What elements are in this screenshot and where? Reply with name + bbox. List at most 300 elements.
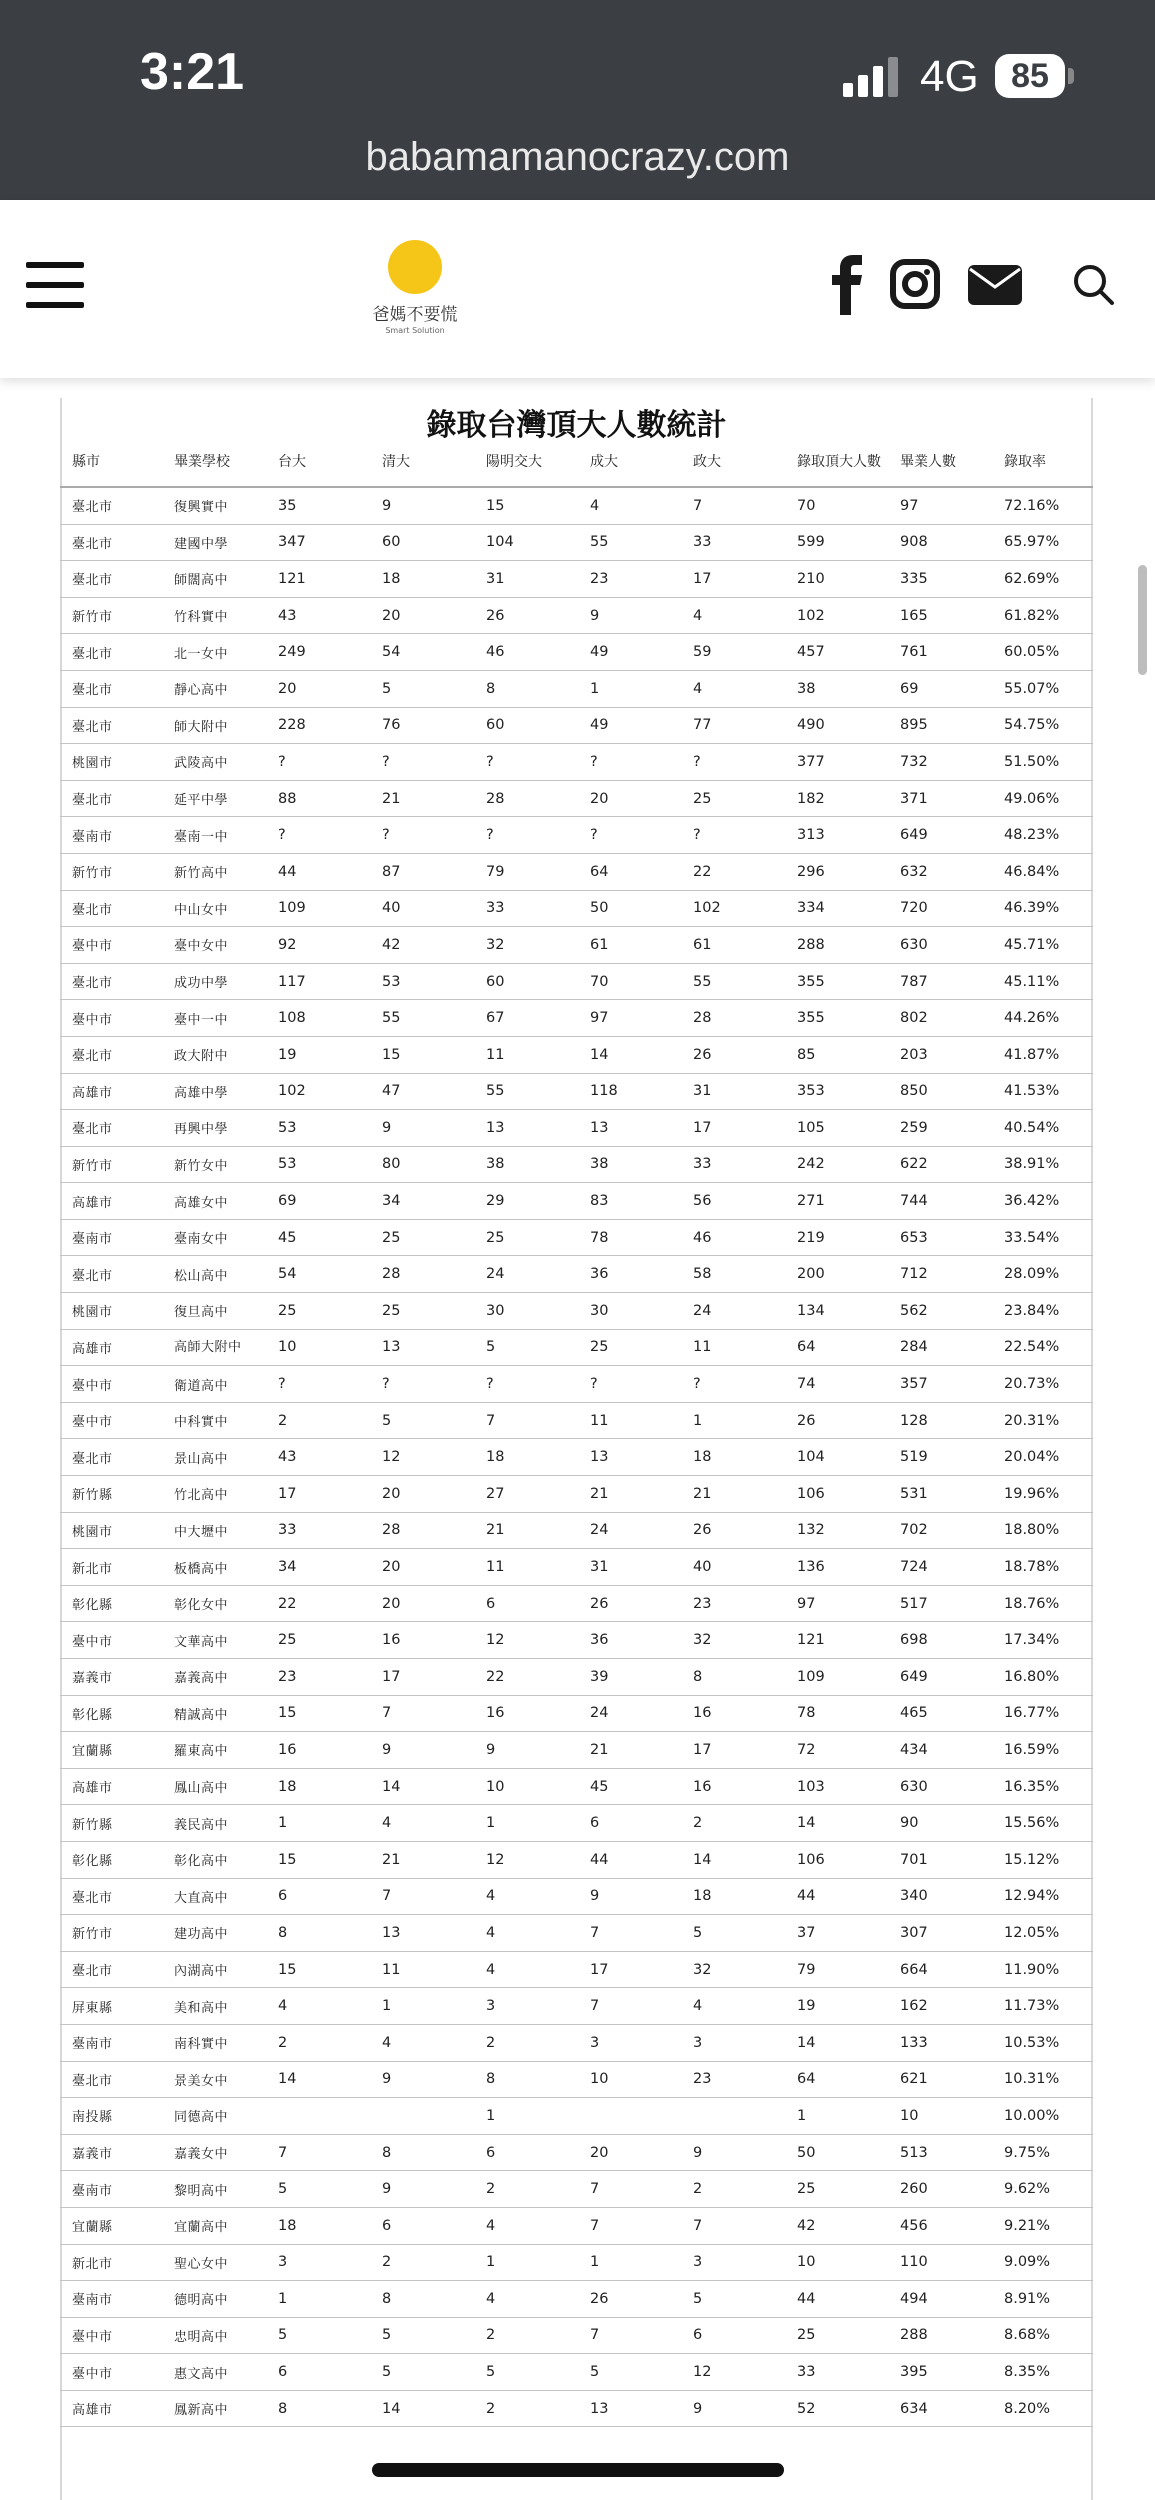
table-cell: 鳳新高中: [162, 2390, 266, 2427]
table-cell: 20: [370, 1476, 474, 1513]
table-row: [60, 853, 1093, 890]
table-cell: 15: [474, 487, 578, 524]
table-row: [60, 1073, 1093, 1110]
table-row: [60, 2171, 1093, 2208]
table-cell: 117: [266, 963, 370, 1000]
table-cell: 43: [266, 1439, 370, 1476]
table-cell: 334: [785, 890, 888, 927]
table-cell: 355: [785, 963, 888, 1000]
table-cell: 14: [785, 2024, 888, 2061]
table-cell: 新竹市: [60, 597, 162, 634]
table-cell: 9.09%: [992, 2244, 1093, 2281]
table-row: [60, 2281, 1093, 2318]
table-cell: 25: [474, 1219, 578, 1256]
table-cell: 531: [888, 1476, 992, 1513]
table-row: [60, 1659, 1093, 1696]
table-row: [60, 927, 1093, 964]
table-row: [60, 561, 1093, 598]
table-row: [60, 1622, 1093, 1659]
table-cell: 高雄市: [60, 1073, 162, 1110]
table-cell: 58: [681, 1256, 785, 1293]
table-cell: 434: [888, 1732, 992, 1769]
table-cell: 182: [785, 780, 888, 817]
admission-stats-table-container: [60, 398, 1093, 2500]
table-cell: 13: [370, 1329, 474, 1366]
instagram-icon[interactable]: [890, 255, 940, 315]
table-cell: 4: [370, 2024, 474, 2061]
table-cell: 17: [681, 1110, 785, 1147]
table-row: [60, 2024, 1093, 2061]
table-cell: 15: [266, 1841, 370, 1878]
table-cell: 9: [370, 2061, 474, 2098]
table-cell: 新竹縣: [60, 1805, 162, 1842]
table-row: [60, 1402, 1093, 1439]
table-cell: 456: [888, 2207, 992, 2244]
table-cell: 97: [888, 487, 992, 524]
table-cell: 74: [785, 1366, 888, 1403]
table-cell: 49.06%: [992, 780, 1093, 817]
table-cell: 355: [785, 1000, 888, 1037]
table-cell: 28: [474, 780, 578, 817]
table-cell: 22.54%: [992, 1329, 1093, 1366]
table-cell: 20.04%: [992, 1439, 1093, 1476]
table-cell: 21: [370, 780, 474, 817]
table-cell: 17: [578, 1951, 681, 1988]
table-cell: 21: [578, 1732, 681, 1769]
table-cell: 53: [266, 1146, 370, 1183]
table-cell: 60: [474, 707, 578, 744]
table-cell: 新北市: [60, 1549, 162, 1586]
table-cell: 621: [888, 2061, 992, 2098]
table-cell: 37: [785, 1915, 888, 1952]
table-cell: 25: [681, 780, 785, 817]
table-cell: 10: [578, 2061, 681, 2098]
table-cell: 490: [785, 707, 888, 744]
table-cell: 高雄市: [60, 1183, 162, 1220]
table-cell: 60.05%: [992, 634, 1093, 671]
table-cell: 衛道高中: [162, 1366, 266, 1403]
table-cell: 臺北市: [60, 1439, 162, 1476]
table-cell: 108: [266, 1000, 370, 1037]
table-cell: 師大附中: [162, 707, 266, 744]
table-cell: 210: [785, 561, 888, 598]
table-cell: 20: [266, 670, 370, 707]
table-cell: 6: [681, 2317, 785, 2354]
table-cell: 10: [266, 1329, 370, 1366]
table-cell: 12.05%: [992, 1915, 1093, 1952]
table-cell: 5: [681, 2281, 785, 2318]
table-cell: 建國中學: [162, 524, 266, 561]
table-cell: 44: [266, 853, 370, 890]
table-cell: 23: [266, 1659, 370, 1696]
table-cell: 2: [474, 2390, 578, 2427]
table-cell: 精誠高中: [162, 1695, 266, 1732]
table-cell: 908: [888, 524, 992, 561]
table-cell: 20.31%: [992, 1402, 1093, 1439]
table-cell: 14: [578, 1036, 681, 1073]
table-row: [60, 817, 1093, 854]
table-cell: 34: [266, 1549, 370, 1586]
table-cell: 彰化縣: [60, 1695, 162, 1732]
table-row: [60, 1366, 1093, 1403]
table-cell: 高雄市: [60, 1768, 162, 1805]
table-cell: 10.53%: [992, 2024, 1093, 2061]
table-cell: 新竹高中: [162, 853, 266, 890]
table-cell: 3: [681, 2024, 785, 2061]
table-cell: 高雄中學: [162, 1073, 266, 1110]
table-cell: 87: [370, 853, 474, 890]
table-cell: 宜蘭縣: [60, 1732, 162, 1769]
table-cell: 26: [578, 2281, 681, 2318]
table-cell: 24: [578, 1512, 681, 1549]
table-cell: 內湖高中: [162, 1951, 266, 1988]
table-cell: 109: [266, 890, 370, 927]
table-row: [60, 1256, 1093, 1293]
table-cell: 162: [888, 1988, 992, 2025]
table-cell: 45.11%: [992, 963, 1093, 1000]
table-cell: 松山高中: [162, 1256, 266, 1293]
table-cell: 77: [681, 707, 785, 744]
table-cell: 8: [681, 1659, 785, 1696]
table-cell: 2: [681, 2171, 785, 2208]
table-cell: 延平中學: [162, 780, 266, 817]
table-cell: 104: [474, 524, 578, 561]
table-cell: 307: [888, 1915, 992, 1952]
table-row: [60, 2098, 1093, 2135]
table-cell: 23: [578, 561, 681, 598]
table-cell: 新竹市: [60, 853, 162, 890]
table-cell: 9: [578, 597, 681, 634]
table-cell: 664: [888, 1951, 992, 1988]
table-cell: 744: [888, 1183, 992, 1220]
table-cell: 9: [370, 2171, 474, 2208]
home-indicator[interactable]: [372, 2463, 784, 2477]
table-cell: 895: [888, 707, 992, 744]
table-cell: 再興中學: [162, 1110, 266, 1147]
table-cell: 羅東高中: [162, 1732, 266, 1769]
table-cell: 41.53%: [992, 1073, 1093, 1110]
table-cell: 16.80%: [992, 1659, 1093, 1696]
table-cell: 15: [370, 1036, 474, 1073]
table-cell: 732: [888, 744, 992, 781]
address-bar-url[interactable]: babamamanocrazy.com: [365, 135, 790, 179]
table-cell: 88: [266, 780, 370, 817]
table-cell: 11.73%: [992, 1988, 1093, 2025]
table-cell: 7: [578, 1988, 681, 2025]
table-cell: 桃園市: [60, 1512, 162, 1549]
table-cell: 14: [370, 1768, 474, 1805]
table-row: [60, 1146, 1093, 1183]
table-cell: 14: [681, 1841, 785, 1878]
table-cell: 高雄女中: [162, 1183, 266, 1220]
table-cell: 60: [370, 524, 474, 561]
table-cell: 53: [266, 1110, 370, 1147]
table-cell: 48.23%: [992, 817, 1093, 854]
table-cell: 5: [370, 2354, 474, 2391]
search-icon[interactable]: [1072, 255, 1116, 315]
table-row: [60, 1878, 1093, 1915]
table-cell: 54.75%: [992, 707, 1093, 744]
table-cell: 78: [785, 1695, 888, 1732]
table-cell: 14: [785, 1805, 888, 1842]
table-cell: [578, 2098, 681, 2135]
table-cell: 臺北市: [60, 487, 162, 524]
table-cell: 494: [888, 2281, 992, 2318]
table-row: [60, 1915, 1093, 1952]
table-cell: 33: [681, 524, 785, 561]
table-cell: 249: [266, 634, 370, 671]
table-cell: 103: [785, 1768, 888, 1805]
table-cell: 南投縣: [60, 2098, 162, 2135]
table-row: [60, 1695, 1093, 1732]
table-cell: 美和高中: [162, 1988, 266, 2025]
table-cell: 79: [474, 853, 578, 890]
table-cell: 30: [578, 1293, 681, 1330]
table-cell: 新竹市: [60, 1915, 162, 1952]
table-cell: 49: [578, 634, 681, 671]
table-cell: 76: [370, 707, 474, 744]
table-cell: 臺南市: [60, 1219, 162, 1256]
table-cell: 4: [474, 2207, 578, 2244]
table-row: [60, 1329, 1093, 1366]
table-cell: 21: [474, 1512, 578, 1549]
table-cell: 64: [785, 1329, 888, 1366]
table-cell: 2: [681, 1805, 785, 1842]
table-cell: 44: [785, 2281, 888, 2318]
table-cell: 復興實中: [162, 487, 266, 524]
table-cell: 64: [578, 853, 681, 890]
table-cell: 4: [474, 1878, 578, 1915]
table-row: [60, 2061, 1093, 2098]
table-cell: 8.68%: [992, 2317, 1093, 2354]
logo-text: 爸媽不要慌: [372, 305, 458, 325]
table-row: [60, 1219, 1093, 1256]
table-cell: 北一女中: [162, 634, 266, 671]
table-cell: 42: [785, 2207, 888, 2244]
table-cell: 121: [266, 561, 370, 598]
table-row: [60, 1732, 1093, 1769]
column-header: 清大: [370, 438, 474, 487]
table-cell: 24: [578, 1695, 681, 1732]
table-cell: 2: [474, 2171, 578, 2208]
table-cell: 聖心女中: [162, 2244, 266, 2281]
table-cell: 712: [888, 1256, 992, 1293]
table-cell: 25: [266, 1293, 370, 1330]
table-cell: 臺北市: [60, 1036, 162, 1073]
table-cell: 12: [370, 1439, 474, 1476]
table-cell: 55: [370, 1000, 474, 1037]
column-header: 成大: [578, 438, 681, 487]
table-cell: 6: [474, 1585, 578, 1622]
table-cell: [370, 2098, 474, 2135]
table-cell: 46: [681, 1219, 785, 1256]
table-cell: 46: [474, 634, 578, 671]
table-cell: 136: [785, 1549, 888, 1586]
hamburger-menu-icon[interactable]: [26, 262, 84, 308]
table-row: [60, 1183, 1093, 1220]
site-header: [0, 200, 1155, 378]
table-cell: 義民高中: [162, 1805, 266, 1842]
table-cell: 133: [888, 2024, 992, 2061]
facebook-icon[interactable]: [830, 255, 866, 315]
table-cell: 18: [266, 1768, 370, 1805]
table-cell: 8: [370, 2134, 474, 2171]
table-cell: ?: [681, 1366, 785, 1403]
table-cell: 55: [474, 1073, 578, 1110]
table-cell: ?: [266, 744, 370, 781]
table-cell: 28: [370, 1256, 474, 1293]
table-cell: 26: [785, 1402, 888, 1439]
table-cell: 701: [888, 1841, 992, 1878]
table-cell: 4: [474, 2281, 578, 2318]
table-cell: 80: [370, 1146, 474, 1183]
table-cell: 288: [785, 927, 888, 964]
table-cell: 臺中女中: [162, 927, 266, 964]
table-row: [60, 963, 1093, 1000]
table-cell: 26: [474, 597, 578, 634]
table-cell: 34: [370, 1183, 474, 1220]
table-cell: 18.78%: [992, 1549, 1093, 1586]
table-cell: 彰化女中: [162, 1585, 266, 1622]
table-cell: 62.69%: [992, 561, 1093, 598]
table-cell: 53: [370, 963, 474, 1000]
table-cell: 4: [266, 1988, 370, 2025]
table-cell: 56: [681, 1183, 785, 1220]
table-cell: 787: [888, 963, 992, 1000]
table-cell: 29: [474, 1183, 578, 1220]
table-cell: 臺北市: [60, 634, 162, 671]
table-cell: 8: [474, 2061, 578, 2098]
table-cell: 353: [785, 1073, 888, 1110]
table-cell: 2: [370, 2244, 474, 2281]
table-cell: 39: [578, 1659, 681, 1696]
column-header: 錄取頂大人數: [785, 438, 888, 487]
table-cell: 4: [681, 1988, 785, 2025]
table-cell: 90: [888, 1805, 992, 1842]
table-cell: 屏東縣: [60, 1988, 162, 2025]
table-cell: 69: [266, 1183, 370, 1220]
table-cell: 臺北市: [60, 1110, 162, 1147]
table-cell: 16.35%: [992, 1768, 1093, 1805]
table-cell: 219: [785, 1219, 888, 1256]
table-cell: 55.07%: [992, 670, 1093, 707]
table-cell: ?: [370, 744, 474, 781]
table-cell: 761: [888, 634, 992, 671]
logo-subtext: Smart Solution: [385, 326, 445, 335]
table-cell: 622: [888, 1146, 992, 1183]
table-cell: 8.35%: [992, 2354, 1093, 2391]
table-cell: 7: [578, 1915, 681, 1952]
table-row: [60, 2134, 1093, 2171]
table-cell: 702: [888, 1512, 992, 1549]
table-cell: 26: [578, 1585, 681, 1622]
table-cell: 17: [681, 1732, 785, 1769]
table-cell: 7: [578, 2207, 681, 2244]
email-icon[interactable]: [966, 255, 1024, 315]
table-cell: 中山女中: [162, 890, 266, 927]
table-cell: 13: [578, 1110, 681, 1147]
table-cell: ?: [266, 1366, 370, 1403]
table-cell: 臺南市: [60, 2024, 162, 2061]
table-cell: 竹科實中: [162, 597, 266, 634]
table-cell: 臺南市: [60, 2171, 162, 2208]
table-cell: 嘉義市: [60, 1659, 162, 1696]
column-header: 陽明交大: [474, 438, 578, 487]
table-cell: 18: [681, 1439, 785, 1476]
table-cell: 16.59%: [992, 1732, 1093, 1769]
table-row: [60, 1439, 1093, 1476]
table-cell: 5: [370, 1402, 474, 1439]
table-cell: 371: [888, 780, 992, 817]
table-cell: 5: [370, 2317, 474, 2354]
table-cell: 7: [370, 1695, 474, 1732]
table-cell: 65.97%: [992, 524, 1093, 561]
table-cell: ?: [681, 817, 785, 854]
table-cell: 18: [266, 2207, 370, 2244]
table-cell: 20: [370, 1585, 474, 1622]
table-row: [60, 524, 1093, 561]
table-cell: 9: [370, 487, 474, 524]
table-row: [60, 2317, 1093, 2354]
page-scrollbar-thumb[interactable]: [1138, 565, 1147, 675]
table-cell: 11: [370, 1951, 474, 1988]
table-cell: 25: [266, 1622, 370, 1659]
table-cell: 15: [266, 1695, 370, 1732]
table-cell: 25: [370, 1293, 474, 1330]
table-cell: 296: [785, 853, 888, 890]
table-cell: 61: [578, 927, 681, 964]
table-cell: 7: [681, 2207, 785, 2244]
table-cell: 109: [785, 1659, 888, 1696]
table-cell: 19: [266, 1036, 370, 1073]
table-cell: 4: [370, 1805, 474, 1842]
table-cell: 1: [681, 1402, 785, 1439]
table-cell: 335: [888, 561, 992, 598]
table-cell: 64: [785, 2061, 888, 2098]
table-cell: 17: [681, 561, 785, 598]
table-cell: 黎明高中: [162, 2171, 266, 2208]
table-row: [60, 1549, 1093, 1586]
table-cell: 1: [474, 1805, 578, 1842]
table-cell: 40: [370, 890, 474, 927]
table-cell: 271: [785, 1183, 888, 1220]
table-cell: 12.94%: [992, 1878, 1093, 1915]
table-cell: 649: [888, 1659, 992, 1696]
table-cell: ?: [266, 817, 370, 854]
table-cell: 6: [266, 1878, 370, 1915]
table-cell: ?: [370, 817, 474, 854]
table-cell: 72: [785, 1732, 888, 1769]
table-cell: 臺南市: [60, 817, 162, 854]
site-logo[interactable]: [370, 240, 460, 340]
table-cell: 宜蘭縣: [60, 2207, 162, 2244]
table-cell: 630: [888, 1768, 992, 1805]
table-cell: 復旦高中: [162, 1293, 266, 1330]
table-cell: 新竹女中: [162, 1146, 266, 1183]
table-cell: 19.96%: [992, 1476, 1093, 1513]
table-cell: 1: [785, 2098, 888, 2135]
table-cell: 建功高中: [162, 1915, 266, 1952]
table-cell: 新竹縣: [60, 1476, 162, 1513]
table-header-row: [60, 438, 1093, 487]
table-cell: 臺北市: [60, 524, 162, 561]
table-cell: 395: [888, 2354, 992, 2391]
table-cell: 634: [888, 2390, 992, 2427]
table-cell: 成功中學: [162, 963, 266, 1000]
table-cell: 17.34%: [992, 1622, 1093, 1659]
table-cell: 臺北市: [60, 780, 162, 817]
table-cell: 16: [681, 1695, 785, 1732]
